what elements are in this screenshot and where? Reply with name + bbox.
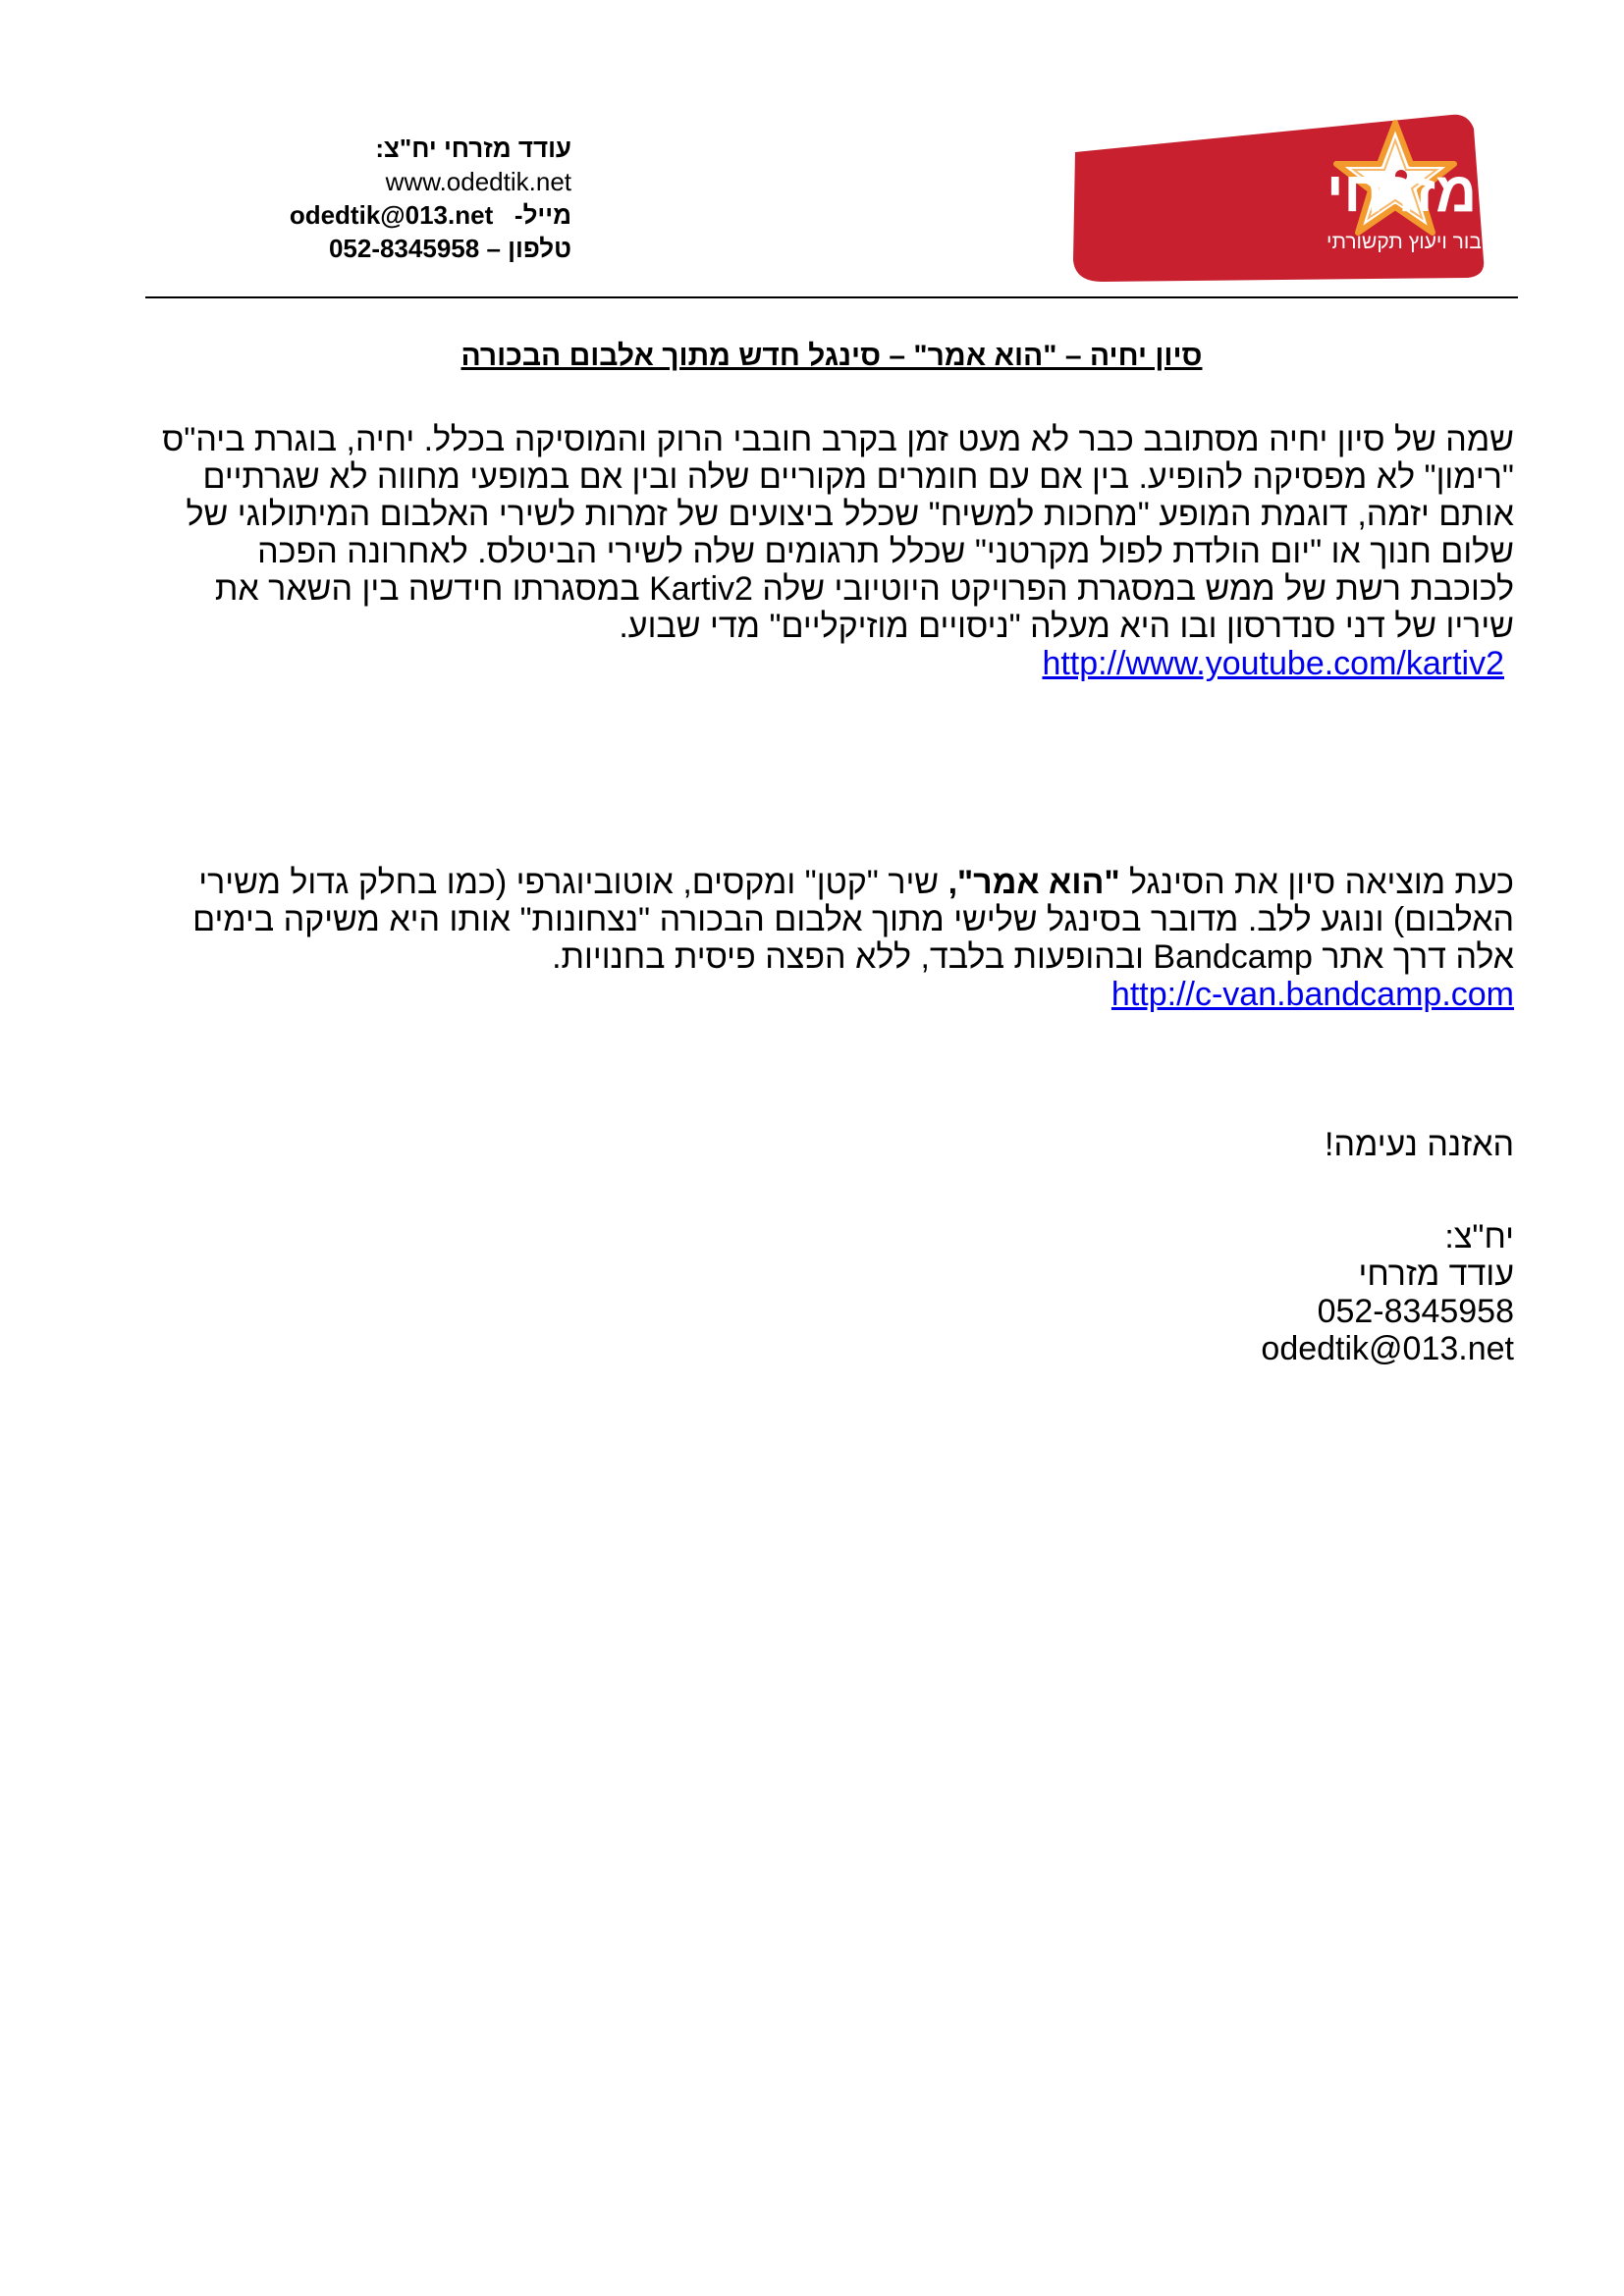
single-name: "הוא אמר", [947,864,1120,901]
youtube-link[interactable]: http://www.youtube.com/kartiv2 [1042,645,1504,682]
phone-label: טלפון – [486,234,571,263]
phone-row [196,232,571,265]
signature-name: עודד מזרחי [1358,1255,1514,1293]
contact-block [196,132,571,265]
paragraph-1 [147,421,1514,682]
bandcamp-link[interactable]: http://c-van.bandcamp.com [1110,976,1514,1013]
logo-name: עודד מזרחי [1326,160,1612,224]
header-divider [145,296,1518,298]
logo-tagline: יחסי ציבור ויעוץ תקשורתי [1326,231,1542,253]
email-value[interactable]: odedtik@013.net [289,200,494,230]
paragraph-2 [147,864,1514,1013]
pr-label: עודד מזרחי יח"צ: [375,133,571,163]
paragraph-1-text: שמה של סיון יחיה מסתובב כבר לא מעט זמן בקרב חובבי הרוק והמוסיקה בכלל. יחיה, בוגרת ביה"ס "רימון" לא מפסיקה להופיע. בין אם עם חומרים מקוריים שלה ובין אם במופעי מחווה לא שגרתיים אותם יזמה, דוגמת המופע "מחכות למשיח" שכלל ביצועים של זמרות לשירי האלבום המיתולוגי של שלום חנוך או "יום הולדת לפול מקרטני" שכלל תרגומים שלה לשירי הביטלס. לאחרונה הפכה לכוכבת רשת של ממש במסגרת הפרויקט היוטיובי שלה Kartiv2 במסגרתו חידשה בין השאר את שיריו של דני סנדרסון ובו היא מעלה "ניסויים מוזיקליים" מדי שבוע. [162,421,1514,645]
signature-pr-label: יח"צ: [1444,1218,1514,1255]
paragraph-2-text [147,864,1514,976]
enjoy-line: האזנה נעימה! [1325,1126,1514,1163]
signature-block [147,1218,1514,1367]
paragraph-2-after: שיר "קטן" ומקסים, אוטוביוגרפי (כמו בחלק גדול משירי האלבום) ונוגע ללב. מדובר בסינגל שלישי מתוך אלבום הבכורה "נצחונות" אותו היא משיקה בימים אלה דרך אתר Bandcamp ובהופעות בלבד, ללא הפצה פיסית בחנויות. [192,864,1514,976]
signature-phone: 052-8345958 [1317,1293,1514,1330]
email-row [196,198,571,232]
phone-value: 052-8345958 [328,234,480,263]
email-label: מייל- [514,200,571,230]
signature-email[interactable]: odedtik@013.net [1261,1330,1514,1367]
logo [1063,113,1612,285]
website-link[interactable]: www.odedtik.net [385,167,571,196]
paragraph-2-before: כעת מוציאה סיון את הסינגל [1119,864,1514,901]
page-title: סיון יחיה – "הוא אמר" – סינגל חדש מתוך אלבום הבכורה [460,340,1203,372]
